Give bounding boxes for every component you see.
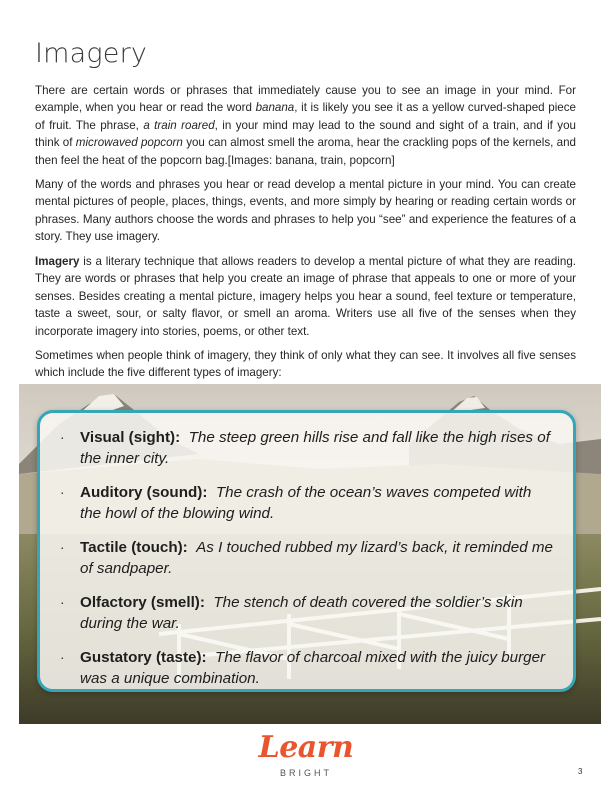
sense-item-visual [60, 427, 555, 469]
page-title: Imagery [35, 38, 148, 69]
logo-subtitle: BRIGHT [279, 768, 332, 778]
bullet: · [60, 484, 65, 500]
bullet: · [60, 429, 65, 445]
sense-example: The stench of death covered the soldier’s skin during the war. [80, 594, 523, 632]
sense-item-olfactory [60, 592, 555, 634]
sense-example: The steep green hills rise and fall like the high rises of the inner city. [80, 429, 550, 467]
senses-list [40, 413, 573, 689]
intro-paragraph: There are certain words or phrases that immediately cause you to see an image in your mind. For example, when you hear or read the word banana, it is likely you see it as a yellow curved-shaped piece of fruit. The phrase, a train roared, in your mind may lead to the sound and sight of a train, and if you think of microwaved popcorn you can almost smell the aroma, hear the crackling pops of the kernels, and then feel the heat of the popcorn bag.[Images: banana, train, popcorn] [35, 84, 576, 167]
senses-intro-paragraph: Sometimes when people think of imagery, they think of only what they can see. It involves all five senses which include the five different types of imagery: [35, 349, 576, 380]
bullet: · [60, 594, 65, 610]
bullet: · [60, 539, 65, 555]
logo-wordmark: Learn [258, 730, 354, 765]
sense-example: As I touched rubbed my lizard’s back, it reminded me of sandpaper. [80, 539, 553, 577]
imagery-term: Imagery [35, 255, 80, 268]
sense-label: Visual (sight): [80, 429, 181, 446]
sense-item-auditory [60, 482, 555, 524]
mental-picture-paragraph: Many of the words and phrases you hear or read develop a mental picture in your mind. You can create mental pictures of people, places, things, events, and more simply by hearing or reading certain words or phrases. Many authors choose the words and phrases to help you “see” and experience the features of a story. They use imagery. [35, 178, 576, 244]
sense-label: Gustatory (taste): [80, 649, 207, 666]
sense-item-gustatory [60, 647, 555, 689]
sense-label: Tactile (touch): [80, 539, 188, 556]
sense-example: The crash of the ocean’s waves competed with the howl of the blowing wind. [80, 484, 532, 522]
sense-label: Olfactory (smell): [80, 594, 205, 611]
sense-label: Auditory (sound): [80, 484, 208, 501]
page-number: 3 [578, 767, 583, 776]
sense-item-tactile [60, 537, 555, 579]
bullet: · [60, 649, 65, 665]
senses-card [37, 410, 576, 692]
definition-paragraph: Imagery is a literary technique that allows readers to develop a mental picture of what they are reading. They are words or phrases that help you create an image of phrase that appeals to one or more of your senses. Besides creating a mental picture, imagery helps you hear a sound, feel texture or temperature, taste a sweet, sour, or salty flavor, or smell an aroma. Writers use all five of the senses when they incorporate imagery into stories, poems, or other text. [35, 255, 576, 338]
learn-bright-logo [250, 730, 362, 786]
sense-example: The flavor of charcoal mixed with the juicy burger was a unique combination. [80, 649, 546, 687]
